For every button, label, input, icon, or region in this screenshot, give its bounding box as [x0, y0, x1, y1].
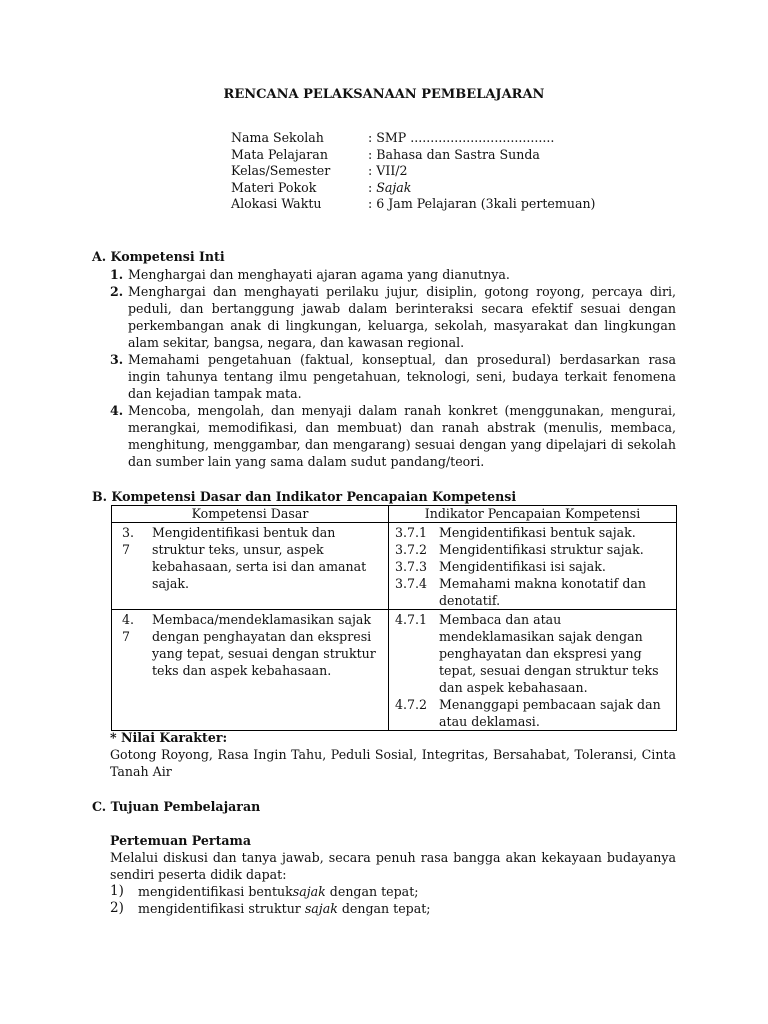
indicator-item — [389, 541, 676, 558]
intro-text: Melalui diskusi dan tanya jawab, secara penuh rasa bangga akan kekayaan budayanya sendiri peserta didik dapat: — [110, 850, 676, 882]
identity-value: : VII/2 — [368, 163, 408, 178]
indicator-text: Mengidentifikasi isi sajak. — [439, 559, 606, 574]
objective-text: mengidentifikasi struktur — [138, 901, 305, 916]
identity-value-prefix: : — [368, 179, 377, 195]
nilai-karakter — [110, 729, 676, 780]
section-a-heading: A. Kompetensi Inti — [92, 249, 225, 264]
meeting-subheading: Pertemuan Pertama — [110, 833, 252, 848]
identity-label: Materi Pokok — [231, 179, 317, 195]
indicator-text: Mengidentifikasi bentuk sajak. — [439, 525, 636, 540]
section-c-heading: C. Tujuan Pembelajaran — [92, 799, 261, 814]
objective-text-end: dengan tepat; — [337, 901, 431, 916]
list-item-number: 3. — [110, 352, 124, 367]
document-title: RENCANA PELAKSANAAN PEMBELAJARAN — [223, 87, 545, 102]
kd-number: 3. 7 — [122, 525, 135, 557]
list-item-number: 4. — [110, 403, 124, 418]
kd-text: Mengidentifikasi bentuk dan struktur teks, unsur, aspek kebahasaan, serta isi dan amanat sajak. — [152, 525, 367, 591]
indicator-list — [389, 610, 676, 730]
indicator-item — [389, 611, 676, 696]
identity-label: Alokasi Waktu — [231, 196, 322, 211]
list-item-text: Menghargai dan menghayati perilaku jujur, disiplin, gotong royong, percaya diri, peduli, dan bertanggung jawab dalam berinteraksi secara efektif sesuai dengan perkembangan anak di lingkungan, keluarga, sekolah, masyarakat dan lingkungan alam sekitar, bangsa, negara, dan kawasan regional. — [128, 284, 676, 350]
column-header-kd: Kompetensi Dasar — [112, 506, 389, 523]
indicator-item — [389, 696, 676, 730]
section-b-heading: B. Kompetensi Dasar dan Indikator Pencapaian Kompetensi — [92, 489, 517, 504]
column-header-indicator: Indikator Pencapaian Kompetensi — [389, 506, 677, 523]
table-header-row — [112, 506, 677, 523]
indicator-item — [389, 558, 676, 575]
indicator-text: Membaca dan atau mendeklamasikan sajak dengan penghayatan dan ekspresi yang tepat, sesuai dengan struktur teks dan aspek kebahasaan. — [439, 612, 659, 695]
identity-row — [231, 129, 595, 146]
list-item — [110, 283, 676, 351]
identity-value: : 6 Jam Pelajaran (3kali pertemuan) — [368, 196, 596, 211]
kd-cell — [112, 610, 389, 731]
identity-row — [231, 195, 595, 212]
indicator-text: Memahami makna konotatif dan denotatif. — [439, 576, 647, 608]
identity-value-italic: Sajak — [376, 179, 412, 195]
objective-number: 2) — [110, 900, 124, 916]
list-item-text: Mencoba, mengolah, dan menyaji dalam ranah konkret (menggunakan, mengurai, merangkai, memodifikasi, dan membuat) dan ranah abstrak (menulis, membaca, menghitung, menggambar, dan mengarang) sesuai dengan yang dipelajari di sekolah dan sumber lain yang sama dalam sudut pandang/teori. — [128, 403, 676, 469]
list-item-number: 1. — [110, 267, 124, 282]
kd-text: Membaca/mendeklamasikan sajak dengan penghayatan dan ekspresi yang tepat, sesuai dengan struktur teks dan aspek kebahasaan. — [152, 612, 376, 678]
indicator-list — [389, 523, 676, 609]
objective-text: mengidentifikasi bentuk — [138, 884, 293, 899]
identity-row — [231, 162, 595, 179]
kd-content — [112, 523, 388, 594]
list-item-text: Menghargai dan menghayati ajaran agama yang dianutnya. — [128, 267, 510, 282]
identity-label: Nama Sekolah — [231, 130, 324, 145]
indicator-number: 3.7.4 — [395, 576, 428, 591]
kd-number: 4. 7 — [122, 612, 135, 644]
nilai-karakter-text: Gotong Royong, Rasa Ingin Tahu, Peduli Sosial, Integritas, Bersahabat, Toleransi, Cinta Tanah Air — [110, 747, 676, 779]
indicator-cell — [389, 610, 677, 731]
indicator-item — [389, 575, 676, 609]
objective-number: 1) — [110, 883, 124, 899]
table-row — [112, 523, 677, 610]
list-item-number: 2. — [110, 284, 124, 299]
identity-row — [231, 179, 595, 196]
kd-cell — [112, 523, 389, 610]
list-item-text: Memahami pengetahuan (faktual, konseptual, dan prosedural) berdasarkan rasa ingin tahunya tentang ilmu pengetahuan, teknologi, seni, budaya terkait fenomena dan kejadian tampak mata. — [128, 352, 676, 401]
list-item — [110, 402, 676, 470]
indicator-cell — [389, 523, 677, 610]
indicator-number: 4.7.2 — [395, 697, 428, 712]
objective-item — [110, 883, 676, 900]
indicator-item — [389, 524, 676, 541]
kompetensi-table — [111, 505, 677, 731]
identity-label: Mata Pelajaran — [231, 146, 328, 162]
indicator-text: Menanggapi pembacaan sajak dan atau deklamasi. — [439, 697, 661, 729]
objective-item — [110, 900, 676, 917]
kompetensi-inti-list — [110, 266, 676, 470]
identity-row — [231, 146, 595, 163]
list-item — [110, 351, 676, 402]
identity-value: : SMP .................................... — [368, 130, 555, 145]
indicator-number: 3.7.3 — [395, 559, 428, 574]
list-item — [110, 266, 676, 283]
objective-italic: sajak — [292, 884, 326, 899]
identity-value: : Bahasa dan Sastra Sunda — [368, 146, 540, 162]
kd-content — [112, 610, 388, 681]
nilai-karakter-heading: * Nilai Karakter: — [110, 730, 228, 745]
objective-text-end: dengan tepat; — [325, 884, 419, 899]
indicator-text: Mengidentifikasi struktur sajak. — [439, 542, 644, 557]
tujuan-pembelajaran — [110, 832, 676, 917]
identity-block — [231, 129, 595, 212]
table-row — [112, 610, 677, 731]
objective-italic: sajak — [304, 901, 338, 916]
indicator-number: 4.7.1 — [395, 612, 428, 627]
indicator-number: 3.7.2 — [395, 542, 428, 557]
indicator-number: 3.7.1 — [395, 525, 428, 540]
identity-label: Kelas/Semester — [231, 163, 331, 178]
